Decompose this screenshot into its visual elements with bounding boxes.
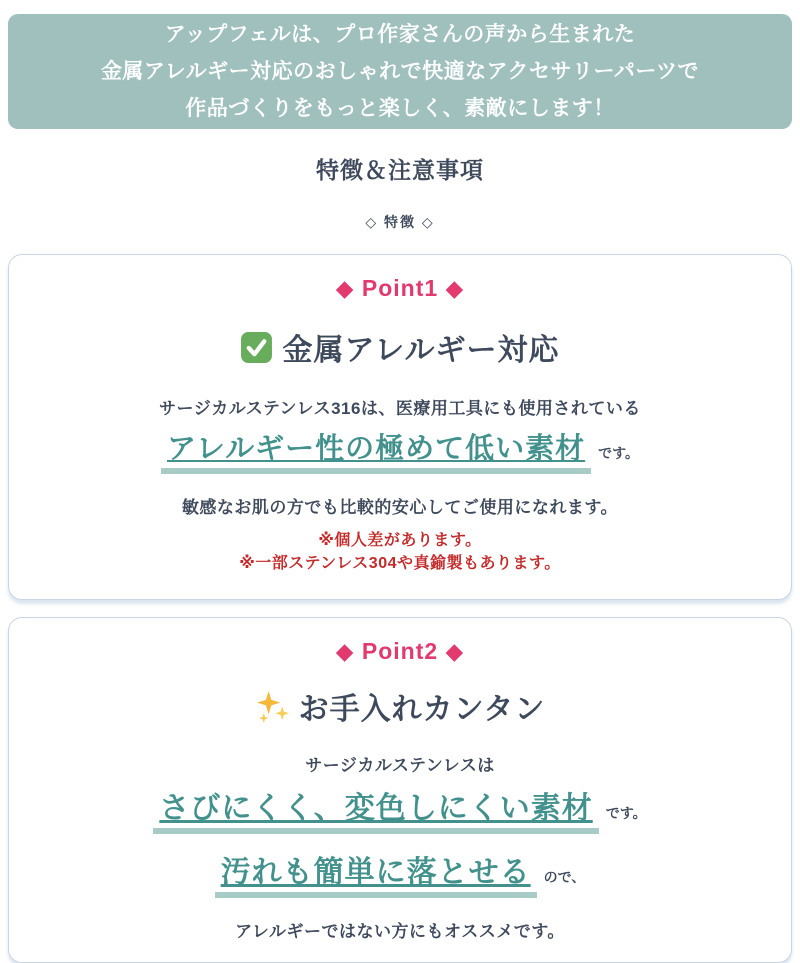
section-subtitle: ◇ 特徴 ◇: [365, 214, 435, 230]
point1-title: 金属アレルギー対応: [282, 334, 560, 367]
point1-emphasis-row: [23, 426, 777, 474]
point1-body-1: サージカルステンレス316は、医療用工具にも使用されている: [159, 399, 641, 418]
section-title: 特徴＆注意事項: [316, 157, 484, 183]
banner-line-3: 作品づくりをもっと楽しく、素敵にします！: [185, 97, 615, 120]
point2-emphasis-1-suffix: です。: [605, 805, 647, 822]
point2-body-1: サージカルステンレスは: [305, 756, 495, 776]
point2-emphasis-2-suffix: ので、: [543, 869, 586, 886]
point2-card: [8, 617, 792, 963]
point2-body-2: アレルギーではない方にもオススメです。: [235, 922, 565, 942]
note-individual-differences: ※個人差があります。: [318, 532, 482, 549]
banner-line-2: 金属アレルギー対応のおしゃれで快適なアクセサリーパーツで: [100, 60, 700, 83]
check-icon: [240, 331, 273, 364]
point2-emphasis-2-text: 汚れも簡単に落とせる: [215, 847, 537, 898]
point1-body-2: 敏感なお肌の方でも比較的安心してご使用になれます。: [181, 498, 619, 517]
point2-emphasis-row-1: [23, 783, 777, 834]
point1-emphasis-suffix: です。: [598, 445, 639, 461]
product-feature-page: [0, 14, 800, 942]
point2-title-row: [23, 684, 777, 728]
point1-notes: [23, 529, 777, 575]
point2-emphasis-row-2: [23, 847, 777, 898]
point1-emphasis-text: アレルギー性の極めて低い素材: [161, 426, 591, 474]
point2-title: お手入れカンタン: [298, 693, 546, 727]
point1-title-row: [23, 325, 777, 369]
banner-line-1: アップフェルは、プロ作家さんの声から生まれた: [164, 23, 636, 46]
point1-label: ◆ Point1 ◆: [335, 275, 465, 301]
point1-card: [8, 254, 792, 600]
intro-banner: [8, 14, 792, 129]
note-material-variants: ※一部ステンレス304や真鍮製もあります。: [239, 555, 561, 573]
sparkles-icon: [255, 689, 290, 724]
point2-emphasis-1-text: さびにくく、変色しにくい素材: [153, 783, 598, 834]
point2-label: ◆ Point2 ◆: [335, 638, 465, 665]
